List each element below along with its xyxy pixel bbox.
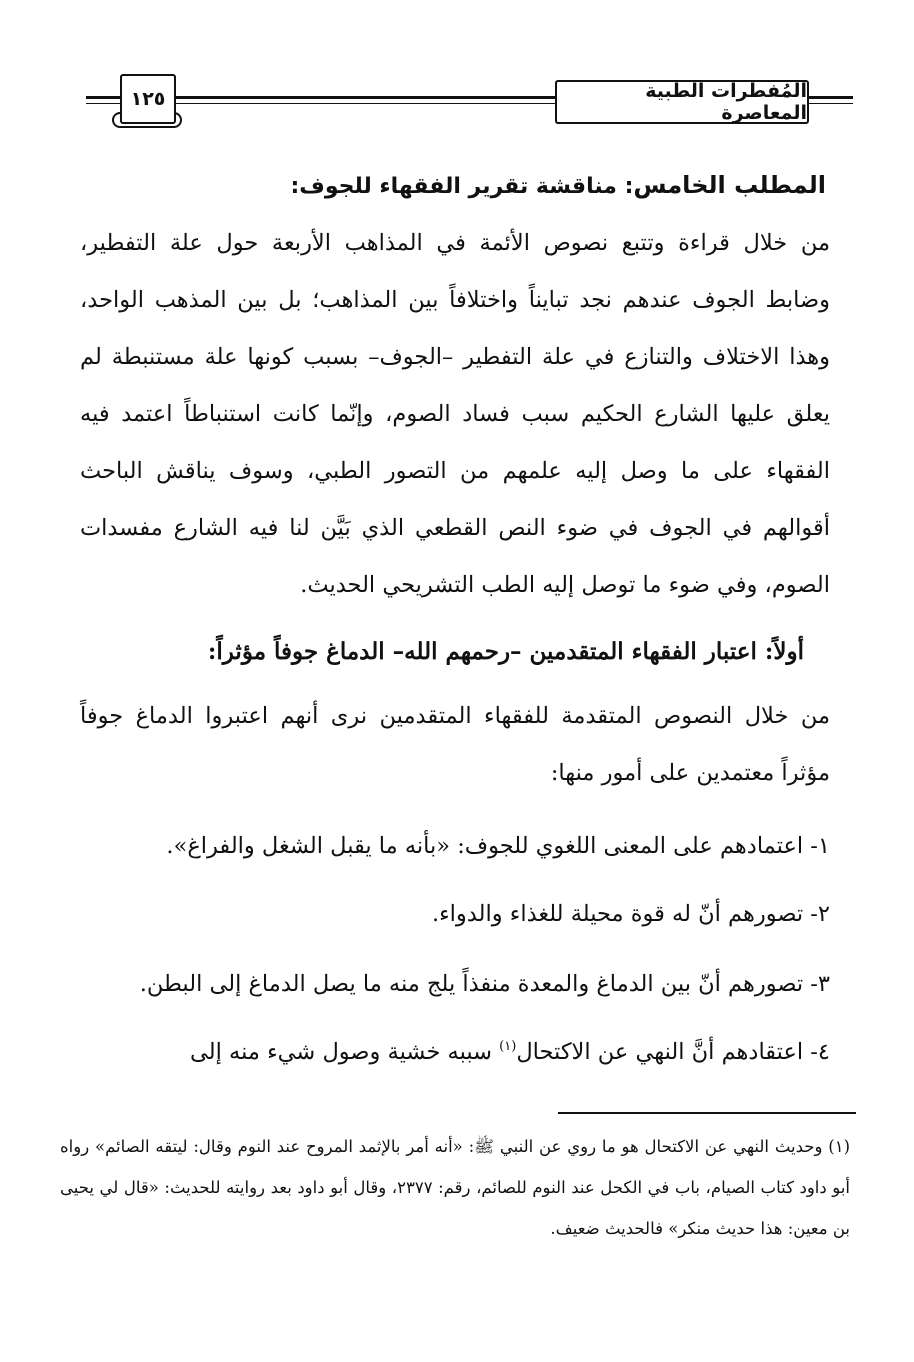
- list-item-4-after: سببه خشية وصول شيء منه إلى: [190, 1039, 500, 1065]
- header-rule-middle: [172, 96, 555, 99]
- header-rule-left: [86, 96, 120, 99]
- footnote-marker[interactable]: (١): [499, 1039, 517, 1054]
- footnote-separator: [558, 1112, 856, 1114]
- list-item-4-before: ٤- اعتقادهم أنَّ النهي عن الاكتحال: [516, 1039, 830, 1065]
- subheading-first: أولاً: اعتبار الفقهاء المتقدمين –رحمهم الله– الدماغ جوفاً مؤثراً:: [207, 638, 804, 665]
- footnote-1: (١) وحديث النهي عن الاكتحال هو ما روي عن النبي ﷺ: «أنه أمر بالإثمد المروح عند النوم وقال: ليتقه الصائم» رواه أبو داود كتاب الصيام، باب في الكحل عند النوم للصائم، رقم: ٢٣٧٧، وقال أبو داود بعد روايته للحديث: «قال لي يحيى بن معين: هذا حديث منكر» فالحديث ضعيف.: [60, 1137, 850, 1238]
- list-item-3: ٣- تصورهم أنّ بين الدماغ والمعدة منفذاً يلج منه ما يصل الدماغ إلى البطن.: [139, 971, 830, 997]
- section-heading-lead: المطلب الخامس: [633, 171, 826, 199]
- paragraph-second: من خلال النصوص المتقدمة للفقهاء المتقدمين نرى أنهم اعتبروا الدماغ جوفاً مؤثراً معتمدين على أمور منها:: [80, 703, 830, 786]
- list-item-1: ١- اعتمادهم على المعنى اللغوي للجوف: «بأنه ما يقبل الشغل والفراغ».: [166, 833, 830, 859]
- header-rule-thin-left: [86, 103, 120, 104]
- paragraph-intro: من خلال قراءة وتتبع نصوص الأئمة في المذاهب الأربعة حول علة التفطير، وضابط الجوف عندهم نجد تبايناً واختلافاً بين المذاهب؛ بل بين المذهب الواحد، وهذا الاختلاف والتنازع في علة التفطير –الجوف– بسبب كونها علة مستنبطة لم يعلق عليها الشارع الحكيم سبب فساد الصوم، وإنّما كانت استنباطاً اعتمد فيه الفقهاء على ما وصل إليه علمهم من التصور الطبي، وسوف يناقش الباحث أقوالهم في الجوف في ضوء النص القطعي الذي بَيَّن لنا فيه الشارع مفسدات الصوم، وفي ضوء ما توصل إليه الطب التشريحي الحديث.: [80, 230, 830, 598]
- section-heading-rest: : مناقشة تقرير الفقهاء للجوف:: [290, 174, 634, 199]
- section-heading: [86, 158, 826, 214]
- header-rule-thin-right: [805, 103, 853, 104]
- running-title: المُفطرات الطبية المعاصرة: [555, 80, 809, 124]
- page-number: ١٢٥: [120, 74, 176, 124]
- list-item-4: [80, 1024, 830, 1081]
- header-rule-right: [805, 96, 853, 99]
- list-item-2: ٢- تصورهم أنّ له قوة محيلة للغذاء والدواء.: [431, 901, 830, 927]
- header-rule-thin-middle: [172, 103, 555, 104]
